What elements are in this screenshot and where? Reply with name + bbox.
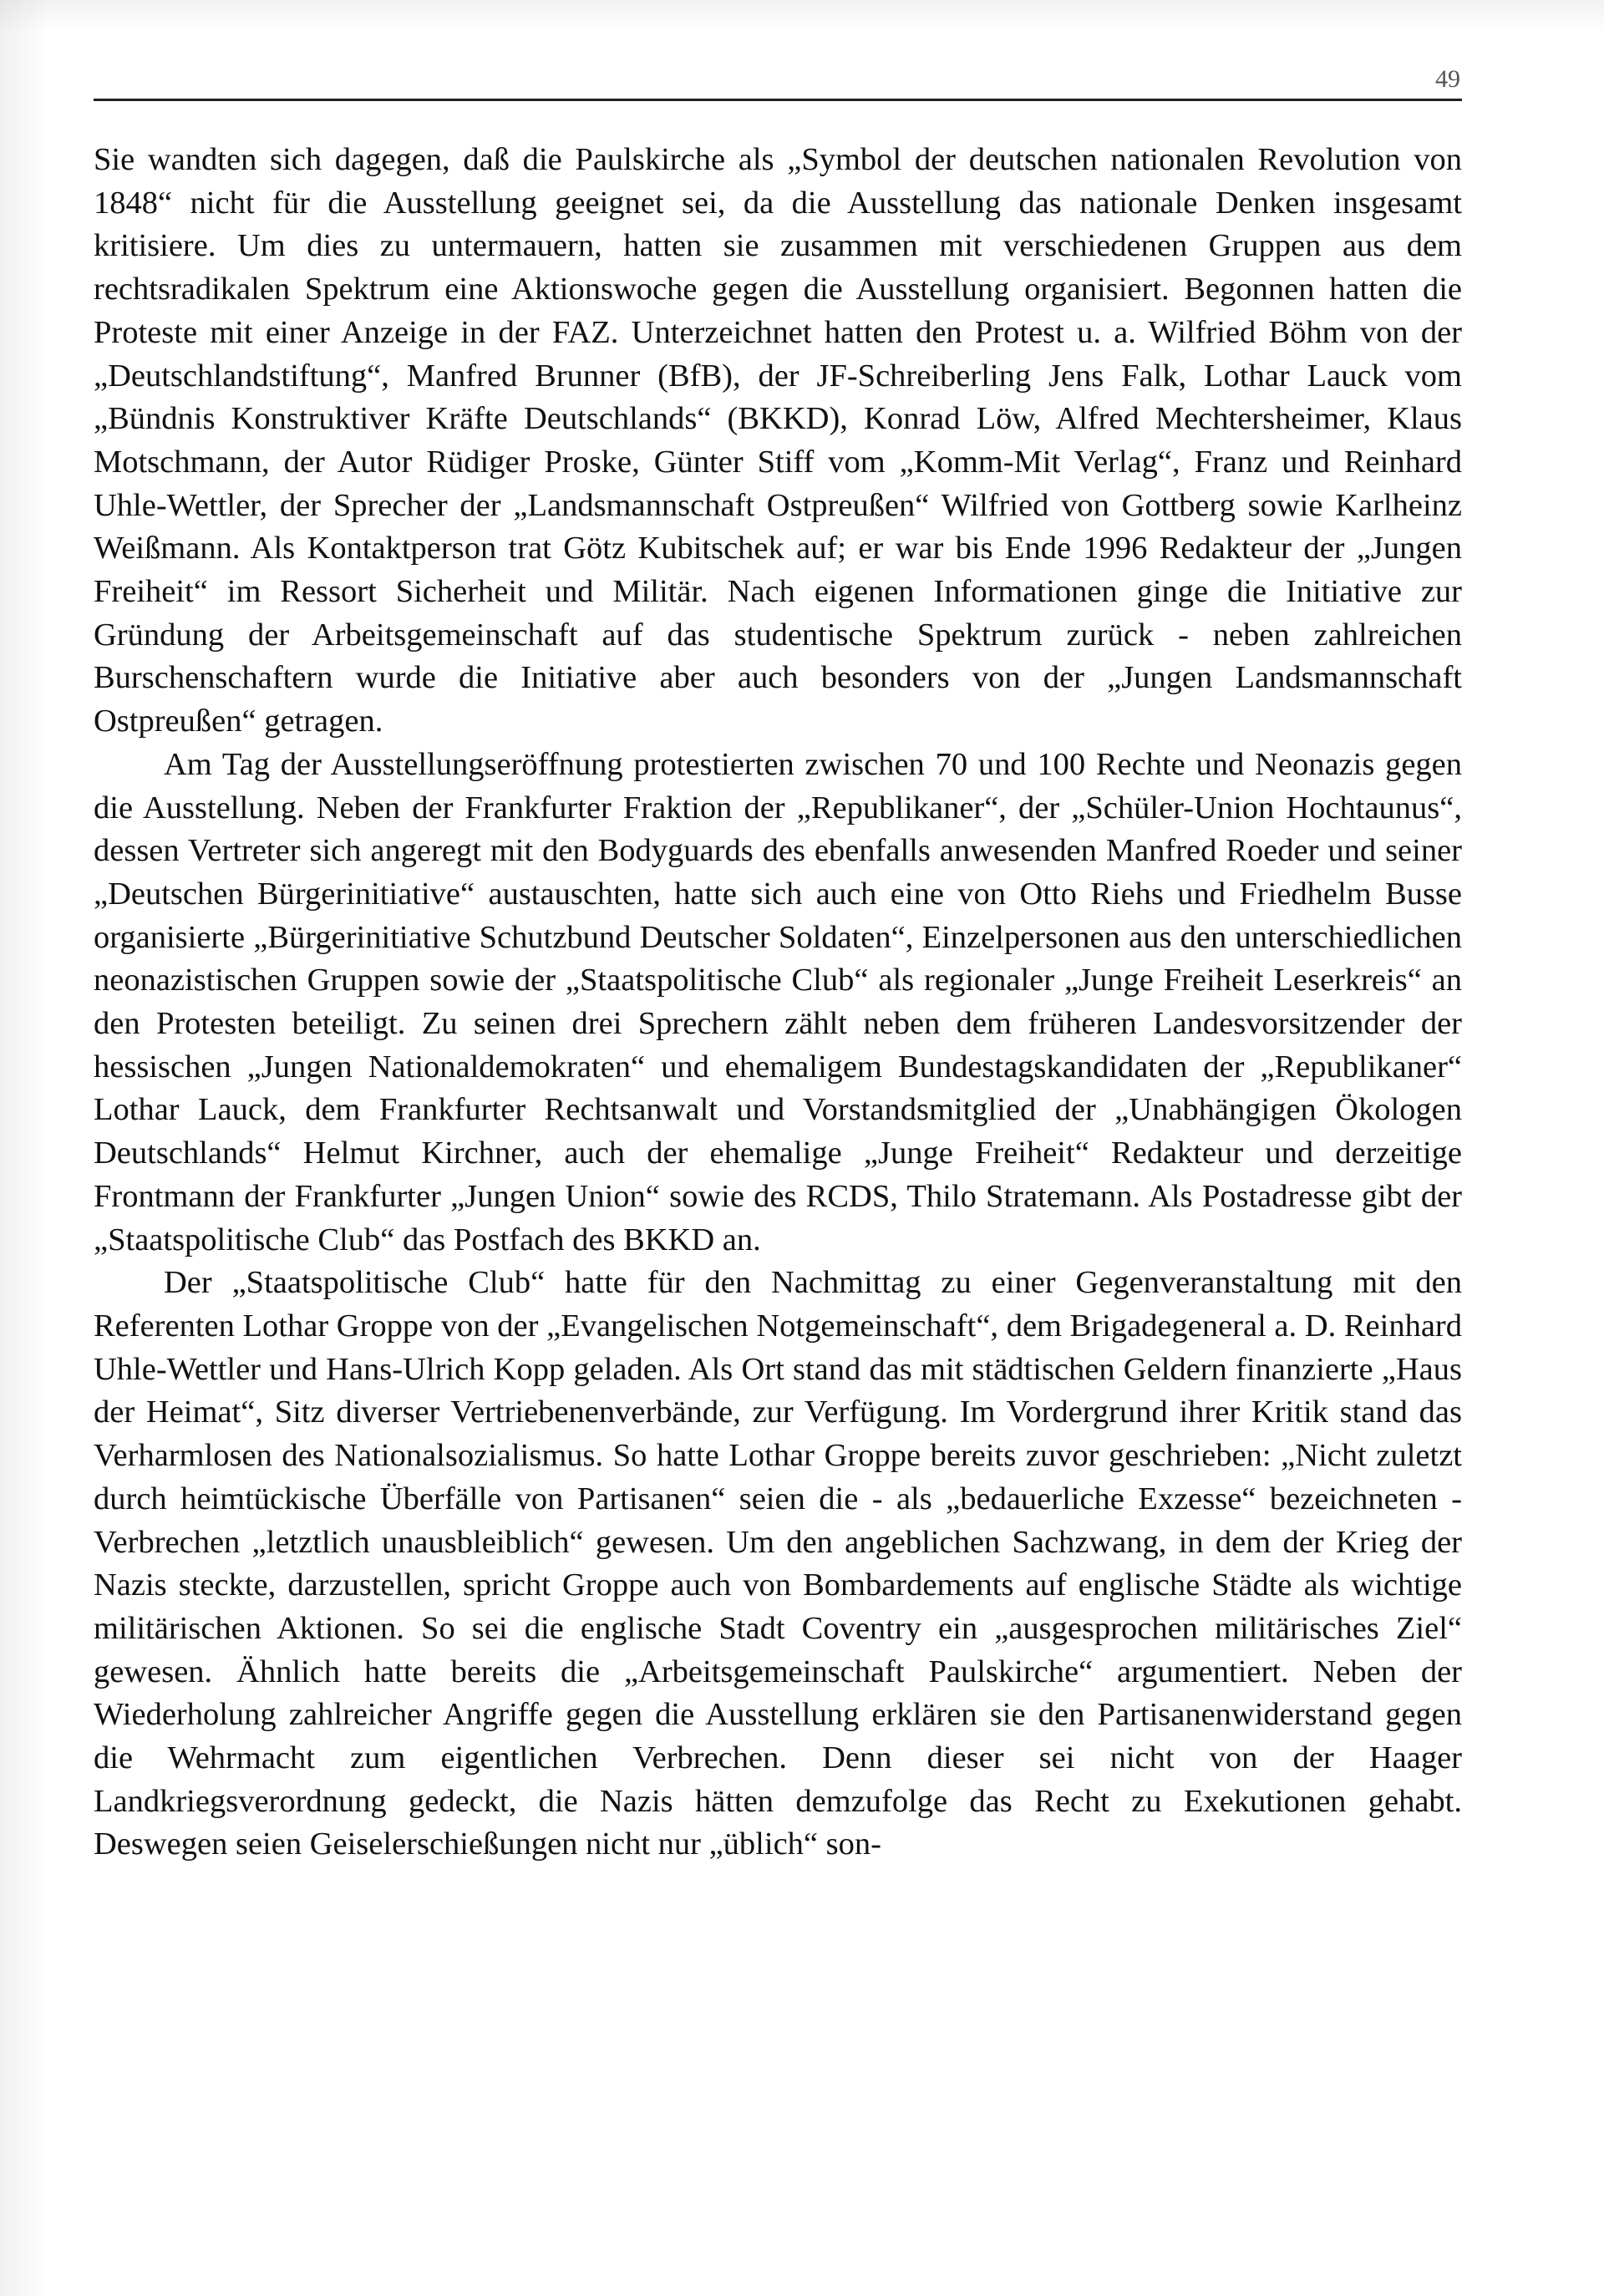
paragraph-1: Sie wandten sich dagegen, daß die Paulskirche als „Symbol der deutschen nationalen Revolution von 1848“ nicht für die Ausstellung geeignet sei, da die Ausstellung das nationale Denken insgesamt kritisiere. Um dies zu untermauern, hatten sie zusammen mit verschiedenen Gruppen aus dem rechtsradikalen Spektrum eine Aktionswoche gegen die Ausstellung organisiert. Begonnen hatten die Proteste mit einer Anzeige in der FAZ. Unterzeichnet hatten den Protest u. a. Wilfried Böhm von der „Deutschlandstiftung“, Manfred Brunner (BfB), der JF-Schreiberling Jens Falk, Lothar Lauck vom „Bündnis Konstruktiver Kräfte Deutschlands“ (BKKD), Konrad Löw, Alfred Mechtersheimer, Klaus Motschmann, der Autor Rüdiger Proske, Günter Stiff vom „Komm-Mit Verlag“, Franz und Reinhard Uhle-Wettler, der Sprecher der „Landsmannschaft Ostpreußen“ Wilfried von Gottberg sowie Karlheinz Weißmann. Als Kontaktperson trat Götz Kubitschek auf; er war bis Ende 1996 Redakteur der „Jungen Freiheit“ im Ressort Sicherheit und Militär. Nach eigenen Informationen ginge die Initiative zur Gründung der Arbeitsgemeinschaft auf das studentische Spektrum zurück - neben zahlreichen Burschenschaftern wurde die Initiative aber auch besonders von der „Jungen Landsmannschaft Ostpreußen“ getragen. <box>94 142 1462 739</box>
scan-shadow-top <box>0 0 1604 33</box>
body-text <box>94 139 1462 1867</box>
scan-shadow-left <box>0 0 50 2296</box>
paragraph-2: Am Tag der Ausstellungseröffnung protestierten zwischen 70 und 100 Rechte und Neonazis gegen die Ausstellung. Neben der Frankfurter Fraktion der „Republikaner“, der „Schüler-Union Hochtaunus“, dessen Vertreter sich angeregt mit den Bodyguards des ebenfalls anwesenden Manfred Roeder und seiner „Deutschen Bürgerinitiative“ austauschten, hatte sich auch eine von Otto Riehs und Friedhelm Busse organisierte „Bürgerinitiative Schutzbund Deutscher Soldaten“, Einzelpersonen aus den unterschiedlichen neonazistischen Gruppen sowie der „Staatspolitische Club“ als regionaler „Junge Freiheit Leserkreis“ an den Protesten beteiligt. Zu seinen drei Sprechern zählt neben dem früheren Landesvorsitzender der hessischen „Jungen Nationaldemokraten“ und ehemaligem Bundestagskandidaten der „Republikaner“ Lothar Lauck, dem Frankfurter Rechtsanwalt und Vorstandsmitglied der „Unabhängigen Ökologen Deutschlands“ Helmut Kirchner, auch der ehemalige „Junge Freiheit“ Redakteur und derzeitige Frontmann der Frankfurter „Jungen Union“ sowie des RCDS, Thilo Stratemann. Als Postadresse gibt der „Staatspolitische Club“ das Postfach des BKKD an. <box>94 746 1462 1257</box>
header-rule <box>94 99 1462 101</box>
page-number: 49 <box>1435 65 1460 93</box>
paragraph-3: Der „Staatspolitische Club“ hatte für den Nachmittag zu einer Gegenveranstaltung mit den Referenten Lothar Groppe von der „Evangelischen Notgemeinschaft“, dem Brigadegeneral a. D. Reinhard Uhle-Wettler und Hans-Ulrich Kopp geladen. Als Ort stand das mit städtischen Geldern finanzierte „Haus der Heimat“, Sitz diverser Vertriebenenverbände, zur Verfügung. Im Vordergrund ihrer Kritik stand das Verharmlosen des Nationalsozialismus. So hatte Lothar Groppe bereits zuvor geschrieben: „Nicht zuletzt durch heimtückische Überfälle von Partisanen“ seien die - als „bedauerliche Exzesse“ bezeichneten - Verbrechen „letztlich unausbleiblich“ gewesen. Um den angeblichen Sachzwang, in dem der Krieg der Nazis steckte, darzustellen, spricht Groppe auch von Bombardements auf englische Städte als wichtige militärischen Aktionen. So sei die englische Stadt Coventry ein „ausgesprochen militärisches Ziel“ gewesen. Ähnlich hatte bereits die „Arbeitsgemeinschaft Paulskirche“ argumentiert. Neben der Wiederholung zahlreicher Angriffe gegen die Ausstellung erklären sie den Partisanenwiderstand gegen die Wehrmacht zum eigentlichen Verbrechen. Denn dieser sei nicht von der Haager Landkriegsverordnung gedeckt, die Nazis hätten demzufolge das Recht zu Exekutionen gehabt. Deswegen seien Geiselerschießungen nicht nur „üblich“ son- <box>94 1265 1462 1862</box>
